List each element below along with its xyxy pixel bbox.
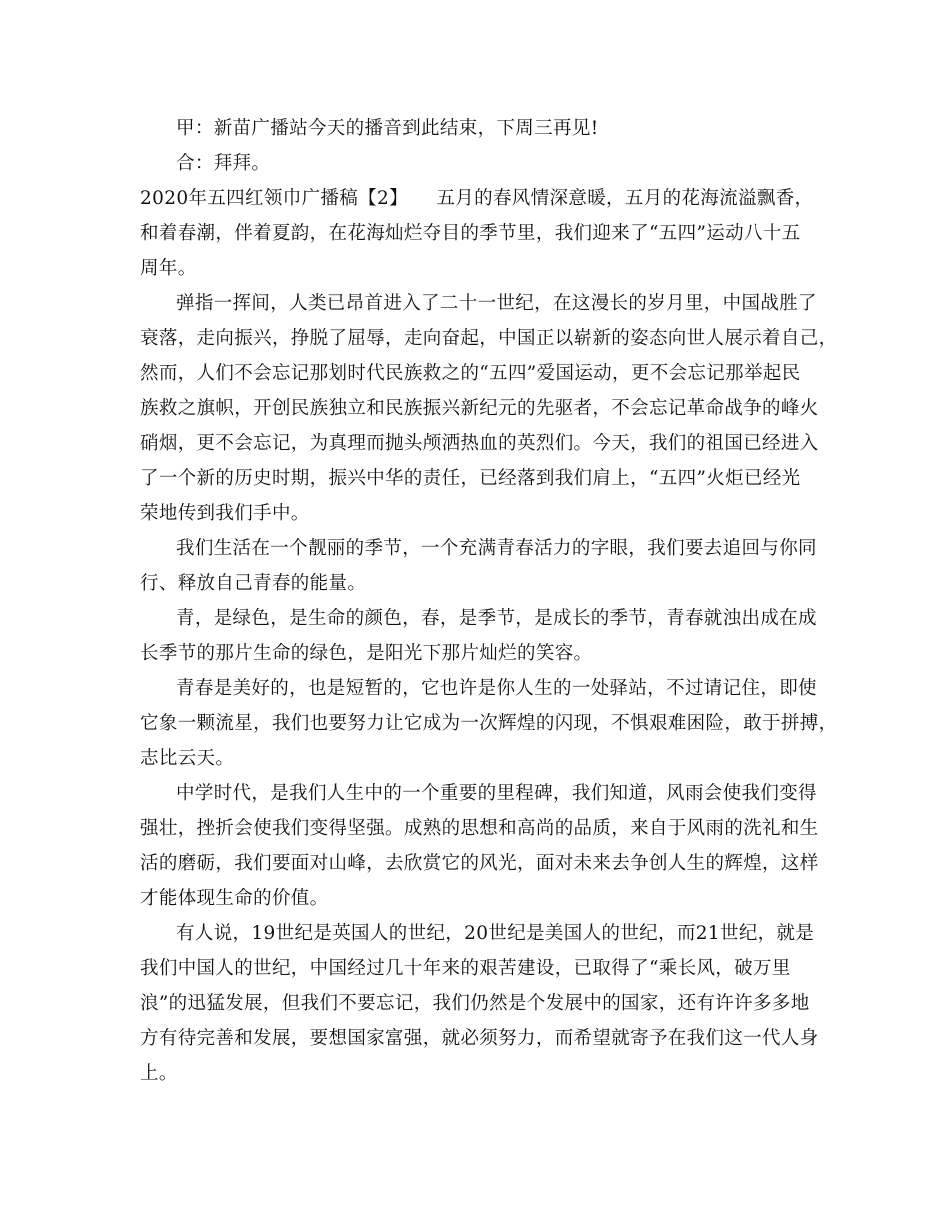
text-line: 上。 bbox=[140, 1063, 178, 1084]
text-line: 周年。 bbox=[140, 258, 197, 279]
text-line: 青，是绿色，是生命的颜色，春，是季节，是成长的季节，青春就浊出成在成 bbox=[176, 608, 817, 629]
text-line: 我们生活在一个靓丽的季节，一个充满青春活力的字眼，我们要去追回与你同 bbox=[176, 538, 817, 559]
text-line: 荣地传到我们手中。 bbox=[140, 503, 310, 524]
text-line: 活的磨砺，我们要面对山峰，去欣赏它的风光，面对未来去争创人生的辉煌，这样 bbox=[140, 853, 819, 874]
text-line: 和着春潮，伴着夏韵，在花海灿烂夺目的季节里，我们迎来了“五四”运动八十五 bbox=[140, 223, 801, 244]
text-line: 它象一颗流星，我们也要努力让它成为一次辉煌的闪现，不惧艰难困险，敢于拼搏， bbox=[140, 713, 838, 734]
section-heading-line: 2020年五四红领巾广播稿【2】 五月的春风情深意暖，五月的花海流溢飘香， bbox=[140, 188, 814, 209]
text-line: 长季节的那片生命的绿色，是阳光下那片灿烂的笑容。 bbox=[140, 643, 593, 664]
text-line: 才能体现生命的价值。 bbox=[140, 888, 329, 909]
text-line: 青春是美好的，也是短暂的，它也许是你人生的一处驿站，不过请记住，即使 bbox=[176, 678, 817, 699]
text-line: 弹指一挥间，人类已昂首进入了二十一世纪，在这漫长的岁月里，中国战胜了 bbox=[176, 293, 817, 314]
text-line: 有人说，19世纪是英国人的世纪，20世纪是美国人的世纪，而21世纪，就是 bbox=[176, 923, 815, 944]
text-line: 浪”的迅猛发展，但我们不要忘记，我们仍然是个发展中的国家，还有许许多多地 bbox=[140, 993, 810, 1014]
text-line: 甲：新苗广播站今天的播音到此结束，下周三再见! bbox=[176, 118, 599, 139]
text-line: 强壮，挫折会使我们变得坚强。成熟的思想和高尚的品质，来自于风雨的洗礼和生 bbox=[140, 818, 819, 839]
text-line: 行、释放自己青春的能量。 bbox=[140, 573, 367, 594]
text-line: 了一个新的历史时期，振兴中华的责任，已经落到我们肩上，“五四”火炬已经光 bbox=[140, 468, 801, 489]
text-line: 然而，人们不会忘记那划时代民族救之的“五四”爱国运动，更不会忘记那举起民 bbox=[140, 363, 801, 384]
text-line: 衰落，走向振兴，挣脱了屈辱，走向奋起，中国正以崭新的姿态向世人展示着自己， bbox=[140, 328, 838, 349]
text-line: 族救之旗帜，开创民族独立和民族振兴新纪元的先驱者，不会忘记革命战争的峰火 bbox=[140, 398, 819, 419]
text-line: 合：拜拜。 bbox=[176, 153, 271, 174]
text-line: 方有待完善和发展，要想国家富强，就必须努力，而希望就寄予在我们这一代人身 bbox=[140, 1028, 819, 1049]
text-line: 志比云天。 bbox=[140, 748, 235, 769]
text-line: 我们中国人的世纪，中国经过几十年来的艰苦建设，已取得了“乘长风，破万里 bbox=[140, 958, 791, 979]
text-line: 硝烟，更不会忘记，为真理而抛头颅洒热血的英烈们。今天，我们的祖国已经进入 bbox=[140, 433, 819, 454]
text-line: 中学时代，是我们人生中的一个重要的里程碑，我们知道，风雨会使我们变得 bbox=[176, 783, 817, 804]
